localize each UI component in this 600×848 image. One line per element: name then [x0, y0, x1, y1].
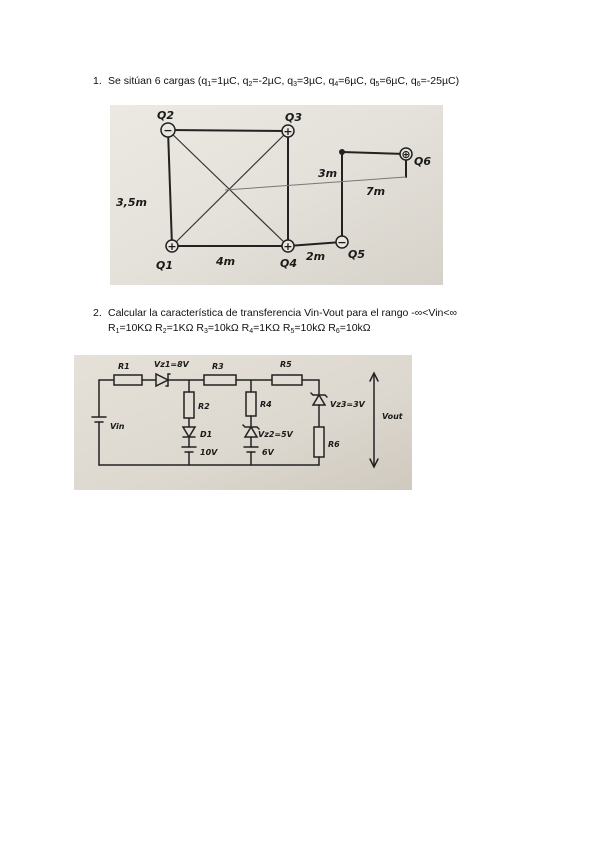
question-1-prefix: Se sitúan 6 cargas ( [108, 75, 202, 87]
charge-1: $q_1=1\mu C$, [201, 75, 243, 88]
resistor-1: $R_1=10K\Omega$ [108, 322, 156, 335]
charge-6: $q_6=-25\mu C$ [410, 75, 456, 88]
resistor-5: $R_5=10k\Omega$ [282, 322, 329, 335]
label-r6: R6 [328, 440, 340, 449]
label-bat1: 10V [200, 448, 218, 457]
resistor-4: $R_4=1K\Omega$ [241, 322, 283, 335]
question-2 [93, 306, 573, 336]
sign-q1: + [167, 240, 177, 253]
edge-q2-q3 [168, 130, 288, 131]
charge-3: $q_3=3\mu C$, [287, 75, 329, 88]
distance-q5-up: 3m [318, 167, 338, 180]
distance-bottom: 4m [216, 255, 236, 268]
distance-top-right: 7m [366, 185, 386, 198]
label-q3: Q3 [285, 111, 303, 124]
distance-vertical: 3,5m [116, 196, 147, 209]
paper-background [110, 105, 443, 285]
label-r4: R4 [260, 400, 272, 409]
label-r3: R3 [212, 362, 224, 371]
label-d1: D1 [200, 430, 213, 439]
question-2-resistors [108, 321, 371, 339]
charge-2: $q_2=-2\mu C$, [242, 75, 288, 88]
charge-5: $q_5=6\mu C$, [369, 75, 411, 88]
circuit-diagram [74, 355, 412, 490]
label-q6: Q6 [414, 155, 432, 168]
resistor-2: $R_2=1K\Omega$ [155, 322, 197, 335]
sign-q6: ⊕ [401, 148, 411, 161]
label-q4: Q4 [280, 257, 298, 270]
label-r2: R2 [198, 402, 210, 411]
resistor-6: $R_6=10k\Omega$ [328, 322, 371, 335]
resistor-3: $R_3=10k\Omega$ [196, 322, 242, 335]
sign-q4: + [283, 240, 293, 253]
label-q5: Q5 [348, 248, 366, 261]
sign-q3: + [283, 125, 293, 138]
label-vout: Vout [382, 412, 403, 421]
question-1-number: 1. [93, 75, 102, 87]
charges-diagram [110, 105, 443, 285]
label-vz3: Vz3=3V [330, 400, 365, 409]
label-bat2: 6V [262, 448, 274, 457]
sign-q5: − [337, 236, 347, 249]
charge-4: $q_4=6\mu C$, [328, 75, 370, 88]
resistor-r5 [272, 375, 302, 385]
resistor-r4 [246, 392, 256, 416]
question-1-suffix: ) [455, 75, 460, 87]
question-1-text [108, 74, 459, 92]
distance-q4-q5: 2m [306, 250, 326, 263]
resistor-r3 [204, 375, 236, 385]
resistor-r1 [114, 375, 142, 385]
label-r1: R1 [118, 362, 130, 371]
sign-q2: − [163, 124, 173, 137]
resistor-r6 [314, 427, 324, 457]
charges-diagram-photo [110, 105, 443, 285]
question-2-line1: Calcular la característica de transferencia Vin-Vout para el rango -∞<Vin<∞ [108, 307, 458, 319]
question-1 [93, 74, 573, 90]
label-q2: Q2 [157, 109, 175, 122]
circuit-diagram-photo [74, 355, 412, 490]
label-vin: Vin [110, 422, 125, 431]
question-2-number: 2. [93, 307, 102, 319]
corner-dot [339, 149, 345, 155]
label-vz2: Vz2=5V [258, 430, 293, 439]
resistor-r2 [184, 392, 194, 418]
label-q1: Q1 [156, 259, 174, 272]
label-r5: R5 [280, 360, 292, 369]
label-vz1: Vz1=8V [154, 360, 189, 369]
